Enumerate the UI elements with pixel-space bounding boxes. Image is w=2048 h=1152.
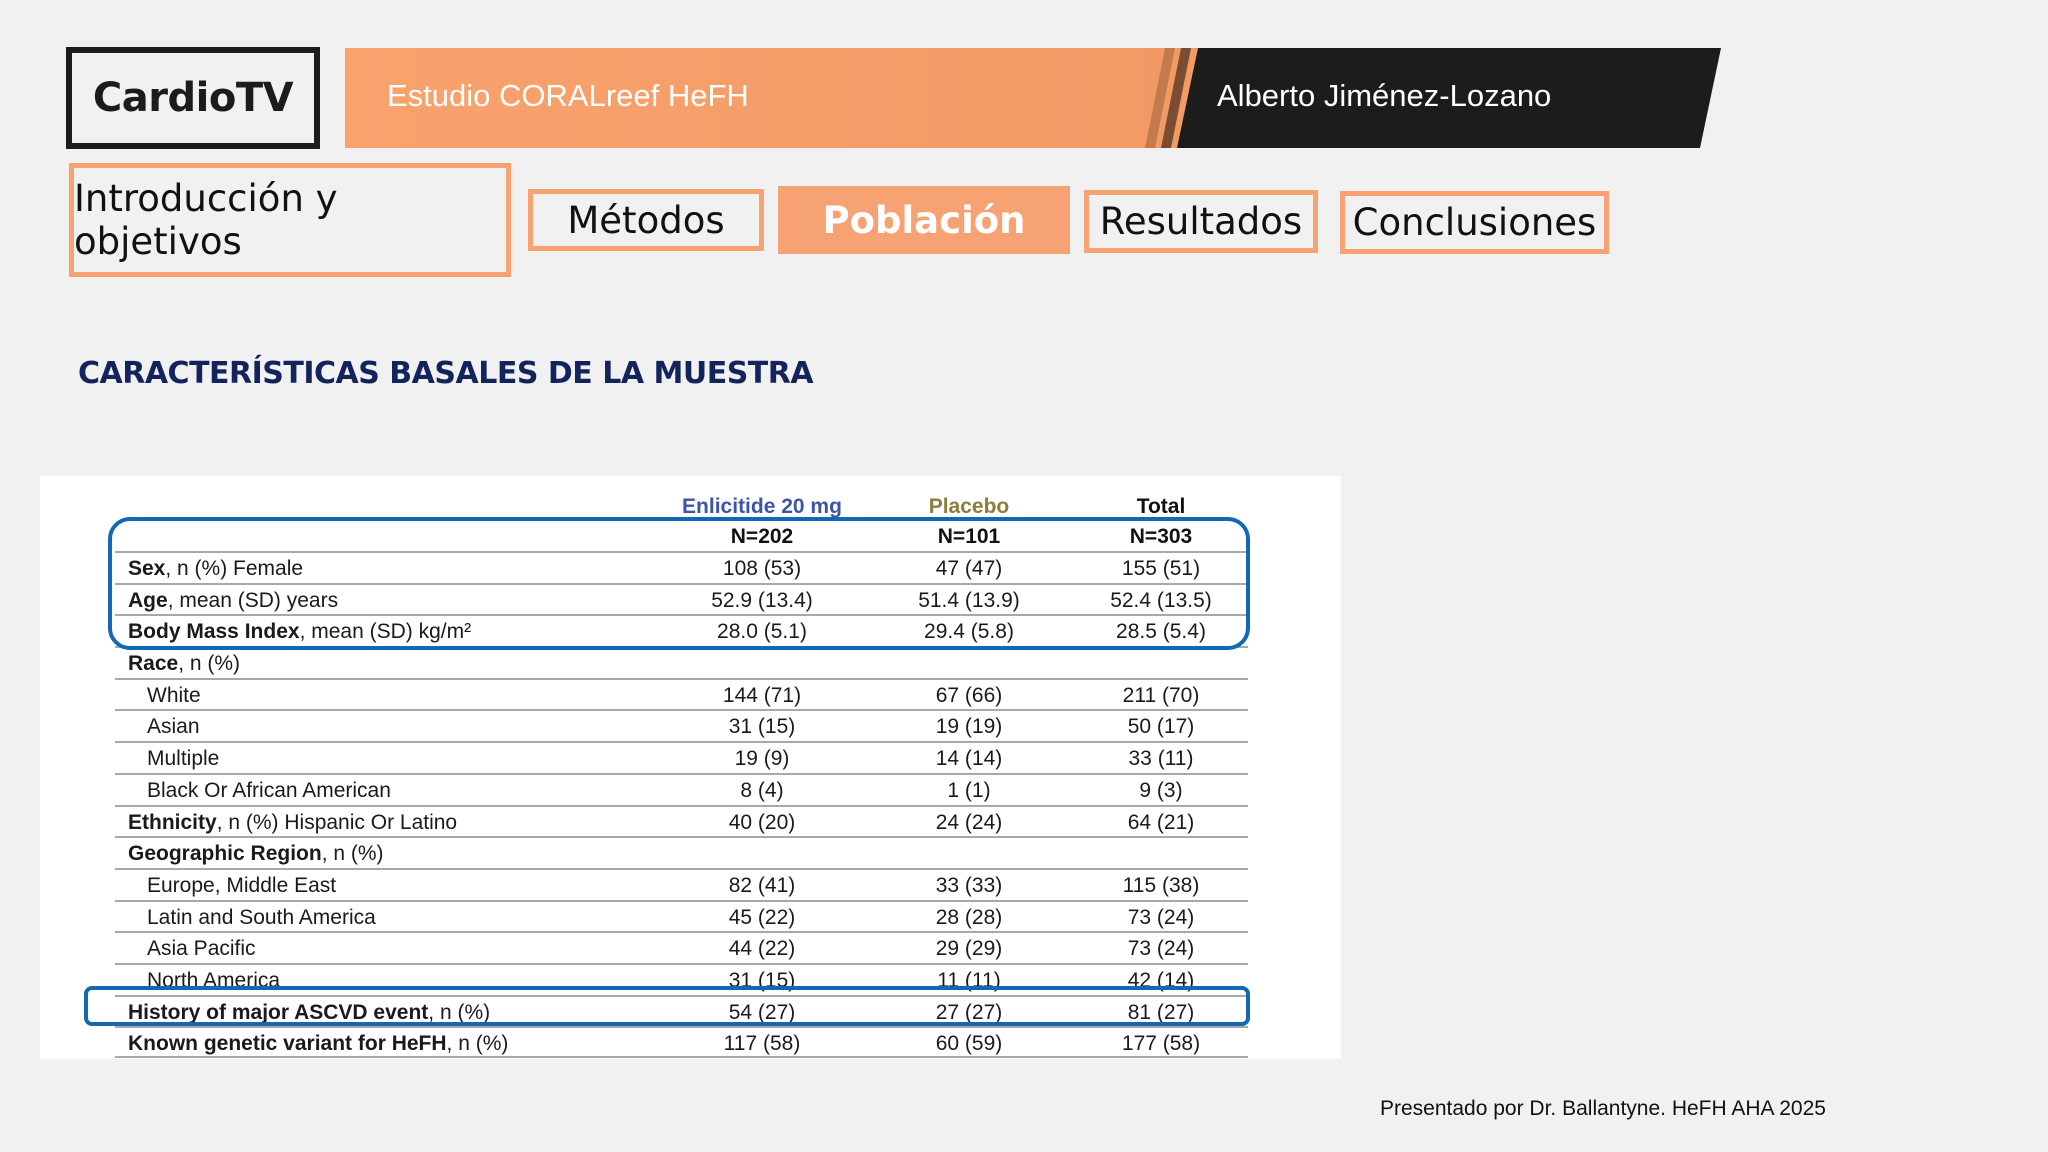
row-label — [128, 1032, 508, 1056]
cell-placebo: 28 (28) — [935, 905, 1003, 929]
row-label-detail: Latin and South America — [147, 905, 376, 929]
tab-conclusiones[interactable]: Conclusiones — [1340, 191, 1609, 254]
n-enlicitide: N=202 — [730, 525, 794, 548]
cell-enlicitide: 52.9 (13.4) — [711, 588, 813, 612]
row-label-detail: , n (%) — [178, 652, 241, 676]
cell-total: 42 (14) — [1127, 968, 1195, 992]
table-row — [115, 551, 1248, 583]
row-label-detail: Black Or African American — [147, 778, 391, 802]
tab-metodos[interactable]: Métodos — [528, 189, 764, 251]
row-label-detail: , n (%) — [446, 1032, 509, 1056]
cell-enlicitide: 31 (15) — [728, 968, 796, 992]
cell-enlicitide: 144 (71) — [722, 683, 802, 707]
tab-poblacion[interactable]: Población — [778, 186, 1070, 254]
cell-placebo: 60 (59) — [935, 1032, 1003, 1056]
row-label-detail: , n (%) — [428, 1000, 491, 1024]
table-row — [115, 1026, 1248, 1058]
cardiotv-logo: CardioTV — [66, 47, 320, 149]
cell-enlicitide: 108 (53) — [722, 557, 802, 580]
row-label-bold: Race — [128, 652, 179, 676]
table-row — [115, 741, 1248, 773]
cell-total: 73 (24) — [1127, 937, 1195, 961]
cell-placebo: 24 (24) — [935, 810, 1003, 834]
study-title: Estudio CORALreef HeFH — [387, 78, 749, 113]
n-total: N=303 — [1129, 525, 1193, 548]
cell-total: 64 (21) — [1127, 810, 1195, 834]
cell-placebo: 47 (47) — [935, 557, 1003, 580]
col-header-enlicitide: Enlicitide 20 mg — [682, 495, 842, 518]
row-label — [147, 747, 219, 771]
cell-enlicitide: 28.0 (5.1) — [717, 620, 807, 644]
row-label-detail: Asian — [147, 715, 200, 739]
table-row — [115, 583, 1248, 615]
cell-enlicitide: 117 (58) — [723, 1032, 801, 1056]
cell-enlicitide: 44 (22) — [728, 937, 796, 961]
row-label-bold: Age — [128, 588, 168, 612]
row-label — [147, 715, 200, 739]
cell-placebo: 27 (27) — [935, 1000, 1003, 1024]
cell-placebo: 33 (33) — [935, 873, 1003, 897]
table-row — [115, 995, 1248, 1027]
cell-total: 177 (58) — [1121, 1032, 1201, 1056]
row-label — [128, 557, 303, 581]
cell-total: 9 (3) — [1139, 778, 1183, 802]
row-label — [147, 874, 336, 898]
tab-introduccion[interactable]: Introducción y objetivos — [69, 163, 511, 277]
row-label — [128, 589, 338, 613]
row-label-detail: , n (%) Female — [165, 557, 304, 580]
cell-placebo: 14 (14) — [935, 747, 1003, 771]
row-label — [147, 969, 280, 993]
row-label-detail: , mean (SD) kg/m² — [299, 620, 472, 644]
baseline-table — [115, 551, 1248, 1058]
cell-total: 81 (27) — [1127, 1000, 1195, 1024]
table-row — [115, 678, 1248, 710]
section-title: CARACTERÍSTICAS BASALES DE LA MUESTRA — [78, 356, 814, 391]
source-footnote: Presentado por Dr. Ballantyne. HeFH AHA 2025 — [1380, 1097, 1826, 1120]
row-label-detail: North America — [147, 968, 281, 992]
row-label — [128, 1001, 490, 1025]
row-label — [147, 906, 376, 930]
row-label-detail: White — [147, 683, 201, 707]
row-label — [147, 779, 391, 803]
row-label — [147, 937, 256, 961]
cell-enlicitide: 8 (4) — [740, 778, 784, 802]
row-label-detail: , n (%) — [321, 842, 384, 866]
cell-placebo: 29 (29) — [935, 937, 1003, 961]
row-label-bold: Known genetic variant for HeFH — [128, 1032, 447, 1056]
cell-placebo: 19 (19) — [935, 715, 1003, 739]
table-row — [115, 773, 1248, 805]
cell-enlicitide: 31 (15) — [728, 715, 796, 739]
cell-enlicitide: 40 (20) — [728, 810, 796, 834]
row-label-detail: , n (%) Hispanic Or Latino — [216, 810, 458, 834]
row-label-bold: Sex — [128, 557, 166, 580]
cell-total: 33 (11) — [1128, 747, 1194, 771]
table-row — [115, 805, 1248, 837]
cell-total: 211 (70) — [1122, 683, 1200, 707]
col-header-total: Total — [1136, 495, 1186, 518]
cell-placebo: 29.4 (5.8) — [924, 620, 1014, 644]
n-placebo: N=101 — [937, 525, 1001, 548]
presenter-name: Alberto Jiménez-Lozano — [1217, 78, 1552, 113]
row-label — [147, 684, 201, 708]
cell-placebo: 1 (1) — [947, 778, 991, 802]
row-label-bold: Geographic Region — [128, 842, 322, 866]
row-label-detail: , mean (SD) years — [167, 588, 339, 612]
table-row — [115, 868, 1248, 900]
cell-enlicitide: 45 (22) — [728, 905, 796, 929]
cell-placebo: 67 (66) — [935, 683, 1003, 707]
table-row — [115, 963, 1248, 995]
cell-placebo: 11 (11) — [937, 968, 1001, 992]
cell-total: 52.4 (13.5) — [1110, 588, 1212, 612]
cell-total: 73 (24) — [1127, 905, 1195, 929]
row-label — [128, 620, 471, 644]
cell-placebo: 51.4 (13.9) — [918, 588, 1020, 612]
table-row — [115, 836, 1248, 868]
row-label-bold: History of major ASCVD event — [128, 1000, 429, 1024]
row-label — [128, 652, 240, 676]
cell-total: 115 (38) — [1122, 873, 1200, 897]
row-label-bold: Body Mass Index — [128, 620, 300, 644]
table-row — [115, 646, 1248, 678]
row-label-detail: Multiple — [147, 747, 220, 771]
table-row — [115, 900, 1248, 932]
row-label — [128, 811, 457, 835]
row-label-detail: Asia Pacific — [147, 937, 256, 961]
row-label-detail: Europe, Middle East — [147, 873, 337, 897]
table-row — [115, 614, 1248, 646]
table-row — [115, 931, 1248, 963]
col-header-placebo: Placebo — [928, 495, 1010, 518]
cell-enlicitide: 82 (41) — [728, 873, 796, 897]
cell-enlicitide: 54 (27) — [728, 1000, 796, 1024]
row-label-bold: Ethnicity — [128, 810, 217, 834]
cell-enlicitide: 19 (9) — [734, 747, 790, 771]
tab-resultados[interactable]: Resultados — [1084, 190, 1318, 253]
cell-total: 28.5 (5.4) — [1116, 620, 1206, 644]
cell-total: 155 (51) — [1121, 557, 1201, 580]
cell-total: 50 (17) — [1127, 715, 1195, 739]
row-label — [128, 842, 384, 866]
table-row — [115, 709, 1248, 741]
